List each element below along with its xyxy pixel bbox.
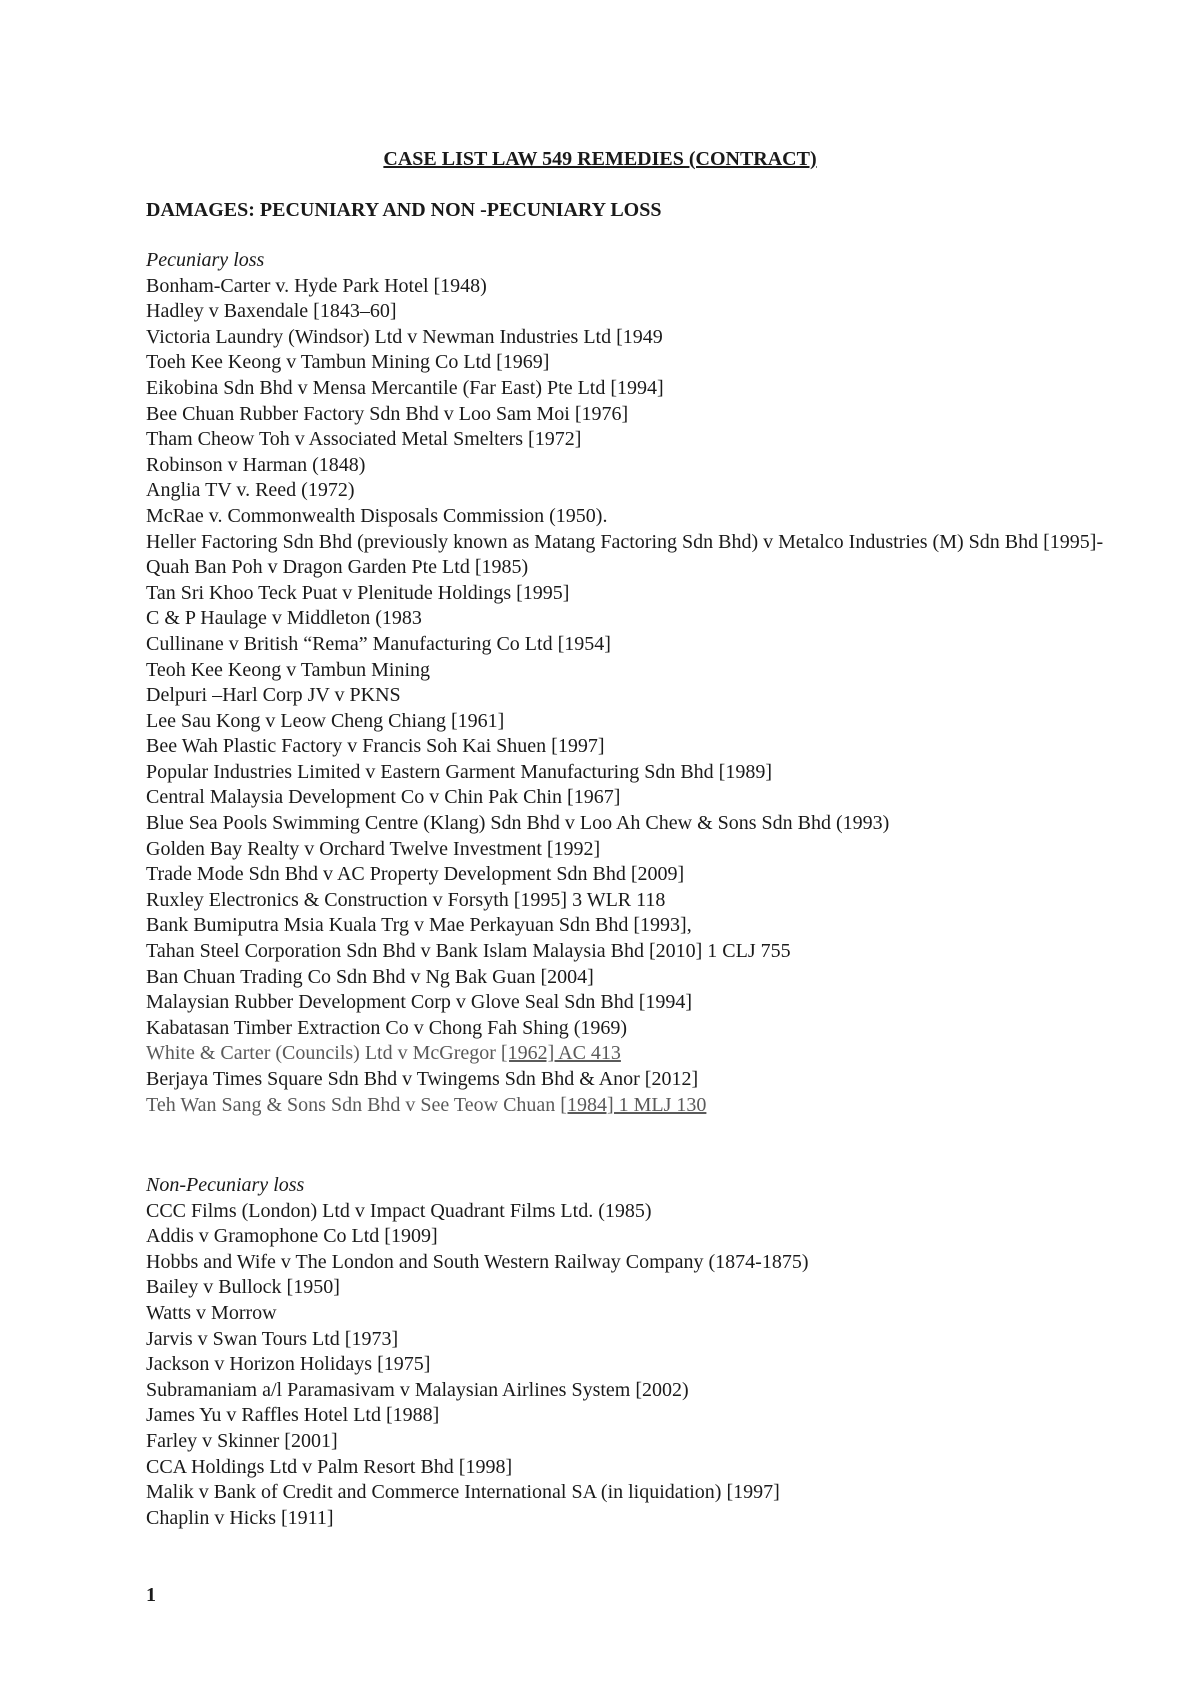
case-name: Bailey v Bullock [1950]: [146, 1276, 340, 1299]
case-name: Ruxley Electronics & Construction v Forsyth [1995] 3 WLR 118: [146, 888, 666, 911]
case-entry: [146, 683, 1146, 709]
case-entry: [146, 862, 1146, 888]
case-name: McRae v. Commonwealth Disposals Commission (1950).: [146, 504, 608, 527]
case-entry: [146, 913, 1146, 939]
case-citation-link[interactable]: [1962] AC 413: [500, 1042, 621, 1065]
case-name: Farley v Skinner [2001]: [146, 1429, 338, 1452]
case-name: Cullinane v British “Rema” Manufacturing Co Ltd [1954]: [146, 632, 611, 655]
case-name: White & Carter (Councils) Ltd v McGregor: [146, 1042, 501, 1065]
case-name: Anglia TV v. Reed (1972): [146, 479, 355, 502]
case-entry: [146, 1378, 1146, 1404]
case-name: Tan Sri Khoo Teck Puat v Plenitude Holdings [1995]: [146, 581, 570, 604]
case-entry: [146, 837, 1146, 863]
case-entry: [146, 1041, 1146, 1067]
case-name: C & P Haulage v Middleton (1983: [146, 607, 422, 630]
case-entry: [146, 734, 1146, 760]
case-entry: [146, 299, 1146, 325]
case-entry: [146, 1199, 1146, 1225]
case-name: Addis v Gramophone Co Ltd [1909]: [146, 1225, 438, 1248]
case-name: Subramaniam a/l Paramasivam v Malaysian Airlines System [2002): [146, 1378, 689, 1401]
case-entry: [146, 427, 1146, 453]
case-name: Teh Wan Sang & Sons Sdn Bhd v See Teow Chuan: [146, 1093, 561, 1116]
pecuniary-loss-subheading: Pecuniary loss: [146, 249, 265, 271]
case-entry: [146, 325, 1146, 351]
case-entry: [146, 939, 1146, 965]
case-name: Hadley v Baxendale [1843–60]: [146, 300, 397, 323]
page-number: 1: [146, 1584, 156, 1606]
case-name: CCC Films (London) Ltd v Impact Quadrant Films Ltd. (1985): [146, 1199, 652, 1222]
case-name: Golden Bay Realty v Orchard Twelve Investment [1992]: [146, 837, 601, 860]
case-name: Toeh Kee Keong v Tambun Mining Co Ltd [1969]: [146, 351, 550, 374]
case-entry: [146, 478, 1146, 504]
case-name: Lee Sau Kong v Leow Cheng Chiang [1961]: [146, 709, 505, 732]
case-name: Jarvis v Swan Tours Ltd [1973]: [146, 1327, 399, 1350]
case-entry: [146, 453, 1146, 479]
case-entry: [146, 376, 1146, 402]
case-name: Trade Mode Sdn Bhd v AC Property Development Sdn Bhd [2009]: [146, 863, 685, 886]
case-name: Watts v Morrow: [146, 1301, 277, 1324]
case-entry: [146, 606, 1146, 632]
case-entry: [146, 990, 1146, 1016]
case-name: Hobbs and Wife v The London and South Western Railway Company (1874-1875): [146, 1250, 809, 1273]
pecuniary-loss-section: [146, 248, 1146, 1118]
section-heading-damages: DAMAGES: PECUNIARY AND NON -PECUNIARY LOSS: [146, 199, 662, 221]
case-name: Berjaya Times Square Sdn Bhd v Twingems Sdn Bhd & Anor [2012]: [146, 1068, 699, 1090]
case-name: Robinson v Harman (1848): [146, 453, 366, 476]
case-name: Kabatasan Timber Extraction Co v Chong Fah Shing (1969): [146, 1016, 628, 1039]
case-entry: [146, 1093, 1146, 1119]
case-name: Blue Sea Pools Swimming Centre (Klang) Sdn Bhd v Loo Ah Chew & Sons Sdn Bhd (1993): [146, 812, 890, 835]
case-entry: [146, 1067, 1146, 1093]
case-name: Chaplin v Hicks [1911]: [146, 1506, 334, 1529]
case-name: Tham Cheow Toh v Associated Metal Smelters [1972]: [146, 428, 582, 451]
case-entry: [146, 1429, 1146, 1455]
case-entry: [146, 965, 1146, 991]
case-entry: [146, 1275, 1146, 1301]
case-name: Bank Bumiputra Msia Kuala Trg v Mae Perkayuan Sdn Bhd [1993],: [146, 914, 692, 937]
case-entry: [146, 888, 1146, 914]
case-name: Central Malaysia Development Co v Chin Pak Chin [1967]: [146, 786, 621, 809]
case-entry: [146, 1352, 1146, 1378]
case-entry: [146, 274, 1146, 300]
non-pecuniary-loss-subheading: Non-Pecuniary loss: [146, 1174, 305, 1196]
case-name: Malik v Bank of Credit and Commerce International SA (in liquidation) [1997]: [146, 1481, 780, 1504]
case-entry: [146, 1016, 1146, 1042]
case-name: Ban Chuan Trading Co Sdn Bhd v Ng Bak Guan [2004]: [146, 965, 594, 988]
case-entry: [146, 1455, 1146, 1481]
non-pecuniary-case-list: [146, 1199, 1146, 1532]
case-entry: [146, 1250, 1146, 1276]
case-name: Bonham-Carter v. Hyde Park Hotel [1948): [146, 274, 487, 297]
case-name: Quah Ban Poh v Dragon Garden Pte Ltd [1985): [146, 556, 529, 579]
case-entry: [146, 760, 1146, 786]
case-name: Victoria Laundry (Windsor) Ltd v Newman Industries Ltd [1949: [146, 325, 663, 348]
case-name: James Yu v Raffles Hotel Ltd [1988]: [146, 1404, 440, 1427]
case-name: Delpuri –Harl Corp JV v PKNS: [146, 684, 401, 707]
case-entry: [146, 658, 1146, 684]
case-entry: [146, 785, 1146, 811]
case-entry: [146, 709, 1146, 735]
document-title: CASE LIST LAW 549 REMEDIES (CONTRACT): [383, 148, 817, 170]
case-entry: [146, 350, 1146, 376]
case-name: Heller Factoring Sdn Bhd (previously known as Matang Factoring Sdn Bhd) v Metalco Industries (M) Sdn Bhd [1995]-: [146, 530, 1104, 553]
case-name: Tahan Steel Corporation Sdn Bhd v Bank Islam Malaysia Bhd [2010] 1 CLJ 755: [146, 940, 791, 963]
pecuniary-case-list: [146, 274, 1146, 1119]
non-pecuniary-loss-section: [146, 1173, 1146, 1531]
case-entry: [146, 555, 1146, 581]
case-name: Bee Chuan Rubber Factory Sdn Bhd v Loo Sam Moi [1976]: [146, 402, 629, 425]
case-entry: [146, 581, 1146, 607]
case-name: Bee Wah Plastic Factory v Francis Soh Kai Shuen [1997]: [146, 735, 605, 758]
case-entry: [146, 1506, 1146, 1532]
case-entry: [146, 1224, 1146, 1250]
case-name: CCA Holdings Ltd v Palm Resort Bhd [1998]: [146, 1455, 513, 1478]
case-name: Malaysian Rubber Development Corp v Glove Seal Sdn Bhd [1994]: [146, 991, 693, 1014]
case-entry: [146, 530, 1146, 556]
case-name: Popular Industries Limited v Eastern Garment Manufacturing Sdn Bhd [1989]: [146, 760, 772, 783]
case-entry: [146, 1301, 1146, 1327]
case-entry: [146, 402, 1146, 428]
case-entry: [146, 1403, 1146, 1429]
case-entry: [146, 811, 1146, 837]
case-entry: [146, 632, 1146, 658]
case-name: Eikobina Sdn Bhd v Mensa Mercantile (Far East) Pte Ltd [1994]: [146, 376, 664, 399]
case-entry: [146, 504, 1146, 530]
case-entry: [146, 1480, 1146, 1506]
case-entry: [146, 1327, 1146, 1353]
case-name: Teoh Kee Keong v Tambun Mining: [146, 658, 431, 681]
case-citation-link[interactable]: [1984] 1 MLJ 130: [560, 1093, 707, 1116]
case-name: Jackson v Horizon Holidays [1975]: [146, 1353, 431, 1376]
